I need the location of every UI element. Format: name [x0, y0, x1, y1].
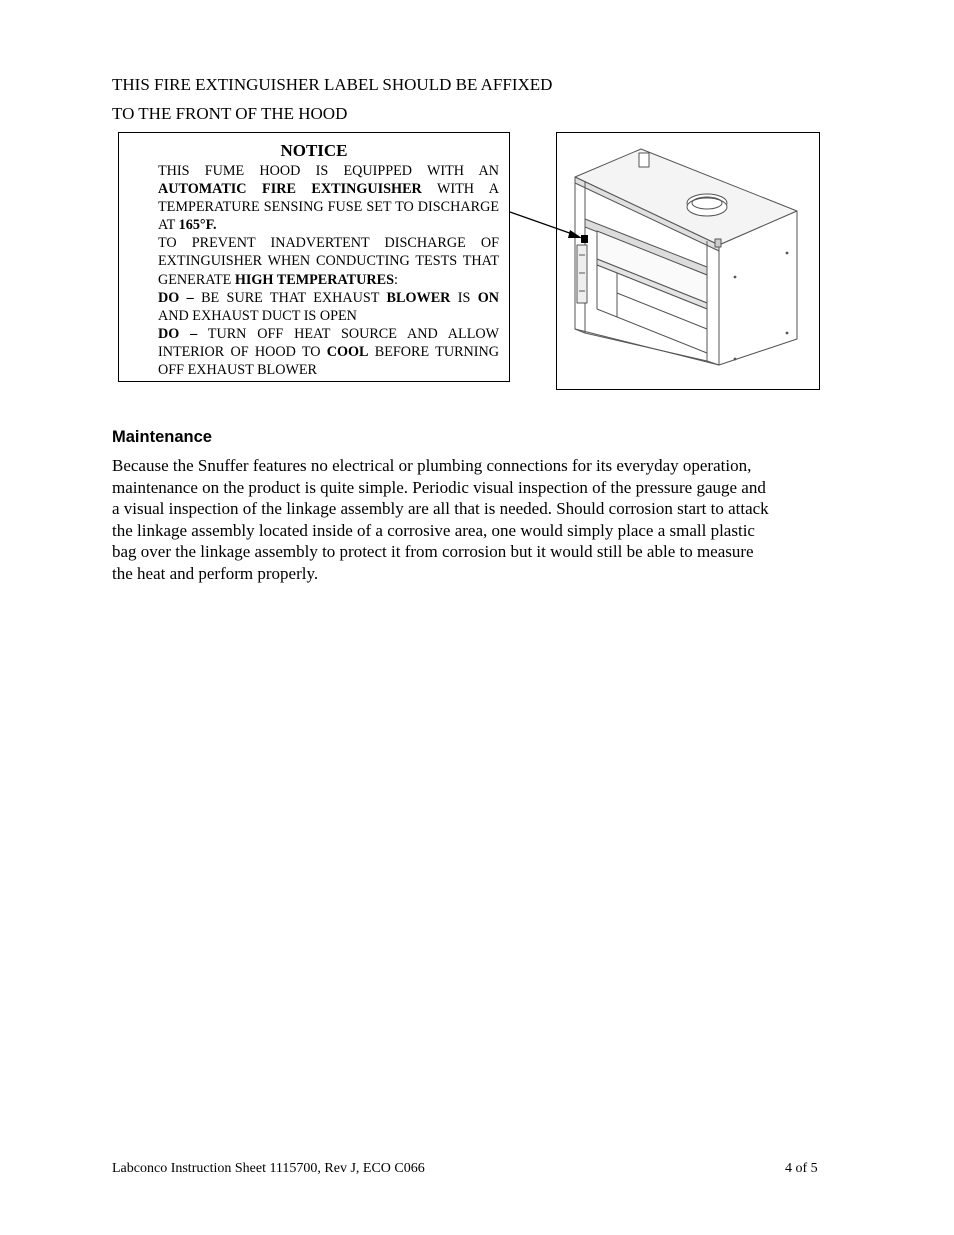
- notice-paragraph-1: [158, 162, 499, 234]
- notice-text: IS: [450, 289, 478, 306]
- notice-text: TO PREVENT INADVERTENT DISCHARGE OF EXTINGUISHER WHEN CONDUCTING TESTS THAT GENERATE: [158, 235, 499, 288]
- footer-page-number: 4 of 5: [785, 1161, 818, 1176]
- footer-document-id: Labconco Instruction Sheet 1115700, Rev J, ECO C066: [112, 1161, 425, 1176]
- notice-bold-text: DO –: [158, 325, 198, 342]
- notice-title: NOTICE: [280, 141, 348, 160]
- notice-text: BEFORE TURNING OFF EXHAUST BLOWER: [158, 343, 499, 379]
- notice-bold-text: DO –: [158, 289, 194, 306]
- fume-hood-illustration: [557, 133, 819, 389]
- notice-text: THIS FUME HOOD IS EQUIPPED WITH AN: [158, 163, 499, 179]
- intro-line-1: THIS FIRE EXTINGUISHER LABEL SHOULD BE AFFIXED: [112, 75, 553, 94]
- notice-paragraph-4: [158, 325, 499, 379]
- notice-label-box: [118, 132, 510, 382]
- notice-paragraph-3: [158, 289, 499, 325]
- notice-body: [158, 162, 499, 379]
- paragraph-line: a visual inspection of the linkage assembly are all that is needed. Should corrosion start to attack: [112, 499, 769, 518]
- notice-bold-text: ON: [477, 289, 499, 306]
- notice-text: TURN OFF HEAT SOURCE AND ALLOW INTERIOR OF HOOD TO: [158, 325, 499, 360]
- paragraph-line: maintenance on the product is quite simple. Periodic visual inspection of the pressure gauge and: [112, 477, 766, 497]
- paragraph-line: bag over the linkage assembly to protect it from corrosion but it would still be able to measure: [112, 542, 754, 561]
- notice-bold-text: AUTOMATIC FIRE EXTINGUISHER: [158, 181, 422, 198]
- intro-line-2: TO THE FRONT OF THE HOOD: [112, 104, 348, 123]
- notice-bold-text: BLOWER: [386, 289, 451, 306]
- notice-paragraph-2: [158, 234, 499, 288]
- paragraph-line: the linkage assembly located inside of a corrosive area, one would simply place a small plastic: [112, 520, 755, 540]
- notice-bold-text: 165°F.: [178, 217, 217, 234]
- notice-text: WITH A TEMPERATURE SENSING FUSE SET TO DISCHARGE AT: [158, 181, 499, 234]
- maintenance-paragraph: [112, 455, 847, 584]
- label-marker: [581, 235, 588, 243]
- notice-text: :: [393, 271, 398, 288]
- notice-bold-text: HIGH TEMPERATURES: [234, 271, 394, 288]
- fume-hood-figure: [556, 132, 820, 390]
- notice-bold-text: COOL: [326, 343, 369, 360]
- paragraph-line: the heat and perform properly.: [112, 563, 319, 583]
- paragraph-line: Because the Snuffer features no electrical or plumbing connections for its everyday operation,: [112, 456, 752, 475]
- notice-text: BE SURE THAT EXHAUST: [193, 289, 387, 306]
- maintenance-heading: Maintenance: [112, 428, 212, 446]
- notice-text: AND EXHAUST DUCT IS OPEN: [158, 307, 357, 324]
